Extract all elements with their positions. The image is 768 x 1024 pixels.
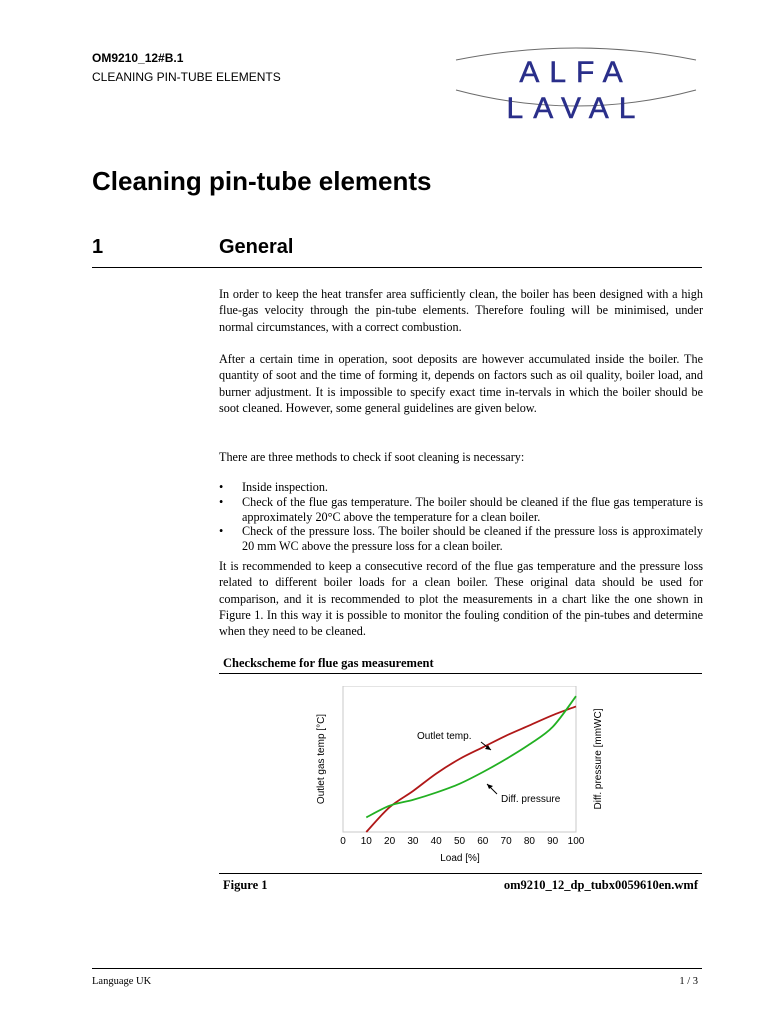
figure-caption: Checkscheme for flue gas measurement: [223, 656, 434, 670]
x-tick-label: 10: [360, 836, 372, 847]
footer-page-number: 1 / 3: [679, 976, 698, 987]
y-axis-label-right: Diff. pressure [mmWC]: [593, 708, 604, 810]
figure-filename: om9210_12_dp_tubx0059610en.wmf: [503, 878, 698, 892]
list-item: • Check of the flue gas temperature. The boiler should be cleaned if the flue gas temperature is approximately 20°C above the temperature for a clean boiler.: [219, 494, 703, 524]
logo-line-2: LAVAL: [506, 92, 646, 125]
caption-divider: [219, 673, 702, 674]
section-number: 1: [92, 236, 104, 258]
document-subtitle: CLEANING PIN-TUBE ELEMENTS: [92, 70, 281, 84]
x-tick-label: 40: [430, 836, 442, 847]
bullet-icon: •: [219, 494, 224, 509]
paragraph-4: It is recommended to keep a consecutive record of the flue gas temperature and the pressure loss related to different boiler loads for a clean boiler. These original data should be used for comparison, and it is recommended to plot the measurements in a chart like the one shown in Figure 1. In this way it is possible to monitor the fouling condition of the pin-tubes and determine when they need to be cleaned.: [219, 559, 703, 639]
x-tick-label: 50: [453, 836, 466, 847]
list-item: • Inside inspection.: [219, 480, 328, 494]
x-tick-label: 90: [547, 836, 559, 847]
document-code: OM9210_12#B.1: [92, 51, 184, 65]
x-axis-label: Load [%]: [440, 853, 480, 864]
page-title: Cleaning pin-tube elements: [92, 166, 432, 196]
flue-gas-chart: [310, 686, 610, 866]
paragraph-1: In order to keep the heat transfer area sufficiently clean, the boiler has been designed with a high flue-gas velocity through the pin-tube elements. Therefore fouling will be minimised, under normal circumstances, with a correct combustion.: [219, 287, 703, 334]
bullet-list: [219, 480, 703, 554]
bullet-icon: •: [219, 524, 224, 539]
y-axis-label-left: Outlet gas temp [°C]: [316, 713, 327, 805]
paragraph-3: There are three methods to check if soot cleaning is necessary:: [219, 450, 525, 464]
x-tick-label: 20: [384, 836, 396, 847]
paragraph-2: After a certain time in operation, soot deposits are however accumulated inside the boiler. The quantity of soot and the time of forming it, depends on factors such as oil quality, boiler load, and burner adjustment. It is impossible to specify exact time in-tervals in which the boiler should be soot cleaned. However, some general guidelines are given below.: [219, 352, 703, 415]
figure-divider: [219, 873, 702, 874]
section-divider: [92, 267, 702, 268]
bullet-icon: •: [219, 480, 224, 494]
figure-label: Figure 1: [223, 878, 268, 892]
section-title: General: [219, 236, 294, 258]
list-item: • Check of the pressure loss. The boiler should be cleaned if the pressure loss is approximately 20 mm WC above the pressure loss for a clean boiler.: [219, 524, 703, 554]
annotation-outlet-temp: Outlet temp.: [417, 731, 472, 742]
x-ticks: [340, 836, 585, 847]
alfa-laval-logo: [452, 40, 700, 130]
logo-line-1: ALFA: [519, 56, 633, 89]
x-tick-label: 70: [500, 836, 512, 847]
x-tick-label: 100: [567, 836, 585, 847]
footer-divider: [92, 968, 702, 969]
footer-language: Language UK: [92, 976, 152, 987]
x-tick-label: 60: [477, 836, 489, 847]
x-tick-label: 80: [523, 836, 535, 847]
x-tick-label: 30: [407, 836, 419, 847]
annotation-diff-pressure: Diff. pressure: [501, 794, 561, 805]
x-tick-label: 0: [340, 836, 346, 847]
